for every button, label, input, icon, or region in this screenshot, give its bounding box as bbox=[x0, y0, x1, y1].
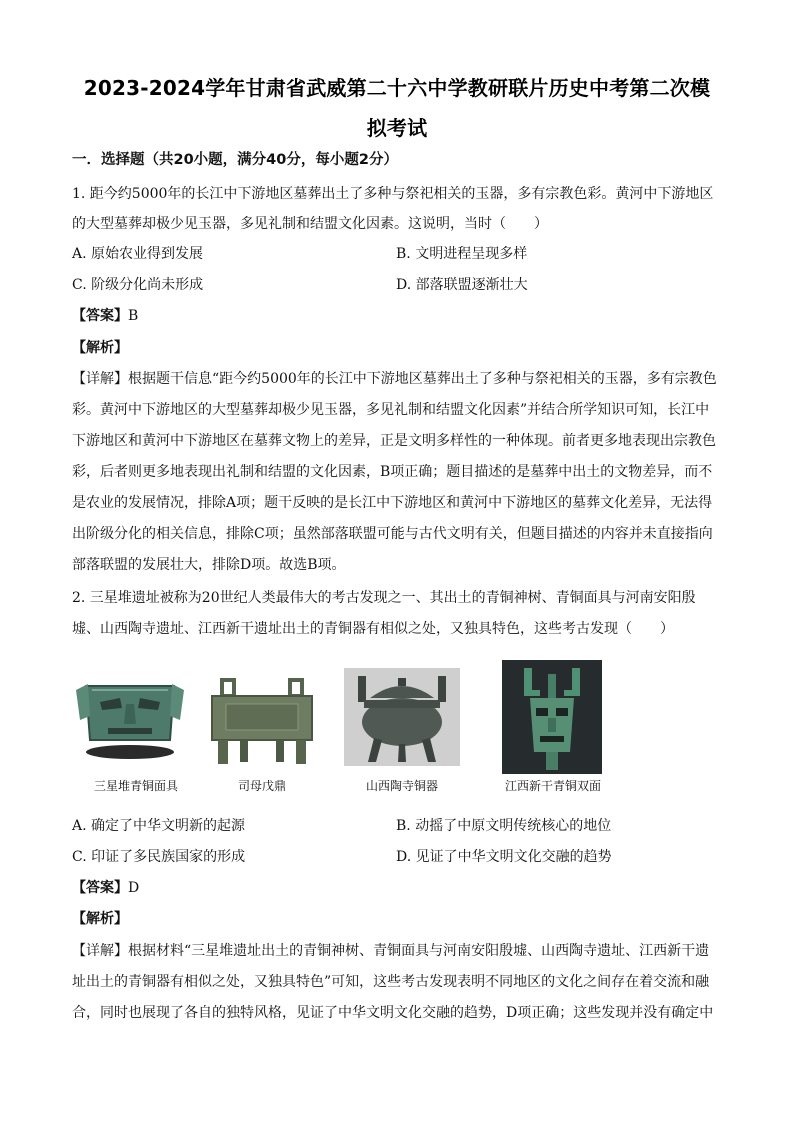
q1-detail-line-1: 【详解】根据题干信息“距今约5000年的长江中下游地区墓葬出土了多种与祭祀相关的玉器，多有宗教色 bbox=[72, 371, 717, 387]
q2-option-c: C. 印证了多民族国家的形成 bbox=[72, 849, 246, 865]
q2-stem-line-2: 墟、山西陶寺遗址、江西新干遗址出土的青铜器有相似之处，又独具特色，这些考古发现（ ） bbox=[72, 621, 674, 637]
q1-answer-tag: 【答案】 bbox=[72, 308, 128, 324]
q2-answer-value: D bbox=[128, 880, 140, 896]
q1-option-a: A. 原始农业得到发展 bbox=[72, 246, 204, 262]
document-title-line-2: 拟考试 bbox=[366, 116, 428, 140]
taosi-bronze-vessel-image bbox=[344, 668, 460, 766]
simuwu-ding-image bbox=[202, 676, 322, 766]
q1-detail-line-6: 出阶级分化的相关信息，排除C项；虽然部落联盟可能与古代文明有关，但题目描述的内容并未直接指向 bbox=[72, 526, 713, 542]
q2-analysis-tag: 【解析】 bbox=[72, 911, 128, 927]
section-heading: 一．选择题（共20小题，满分40分，每小题2分） bbox=[72, 152, 398, 168]
document-title-line-1: 2023-2024学年甘肃省武威第二十六中学教研联片历史中考第二次模 bbox=[83, 76, 711, 100]
q1-option-d: D. 部落联盟逐渐壮大 bbox=[396, 277, 528, 293]
q2-detail-line-2: 址出土的青铜器有相似之处，又独具特色”可知，这些考古发现表明不同地区的文化之间存在着交流和融 bbox=[72, 974, 710, 990]
caption-sanxingdui-mask: 三星堆青铜面具 bbox=[93, 779, 178, 793]
q2-option-d: D. 见证了中华文明文化交融的趋势 bbox=[396, 849, 612, 865]
q1-detail-line-7: 部落联盟的发展壮大，排除D项。故选B项。 bbox=[72, 557, 346, 573]
caption-taosi-vessel: 山西陶寺铜器 bbox=[365, 779, 438, 793]
q1-option-b: B. 文明进程呈现多样 bbox=[396, 246, 528, 262]
q1-detail-line-5: 是农业的发展情况，排除A项；题干反映的是长江中下游地区和黄河中下游地区的墓葬文化差异，无法得 bbox=[72, 495, 713, 511]
q1-stem-line-2: 的大型墓葬却极少见玉器，多见礼制和结盟文化因素。这说明，当时（ ） bbox=[72, 216, 548, 232]
q1-stem-line-1: 1. 距今约5000年的长江中下游地区墓葬出土了多种与祭祀相关的玉器，多有宗教色彩。黄河中下游地区 bbox=[72, 186, 714, 202]
q1-answer bbox=[72, 306, 138, 326]
q2-detail-line-3: 合，同时也展现了各自的独特风格，见证了中华文明文化交融的趋势，D项正确；这些发现并没有确定中 bbox=[72, 1005, 714, 1021]
q1-option-c: C. 阶级分化尚未形成 bbox=[72, 277, 204, 293]
q2-option-b: B. 动摇了中原文明传统核心的地位 bbox=[396, 818, 612, 834]
xingan-double-face-bronze-image bbox=[502, 660, 602, 774]
q2-detail-line-1: 【详解】根据材料“三星堆遗址出土的青铜神树、青铜面具与河南安阳殷墟、山西陶寺遗址、江西新干遗 bbox=[72, 943, 710, 959]
caption-xingan-bronze: 江西新干青铜双面 bbox=[504, 779, 601, 793]
caption-simuwu-ding: 司母戊鼎 bbox=[237, 779, 286, 793]
q1-detail-line-4: 彩，后者则更多地表现出礼制和结盟的文化因素，B项正确；题目描述的是墓葬中出土的文物差异，而不 bbox=[72, 464, 713, 480]
q1-analysis-tag: 【解析】 bbox=[72, 340, 128, 356]
q1-detail-line-2: 彩。黄河中下游地区的大型墓葬却极少见玉器，多见礼制和结盟文化因素”并结合所学知识可知，长江中 bbox=[72, 402, 710, 418]
q1-answer-value: B bbox=[128, 308, 139, 324]
q2-option-a: A. 确定了中华文明新的起源 bbox=[72, 818, 246, 834]
q1-detail-line-3: 下游地区和黄河中下游地区在墓葬文物上的差异，正是文明多样性的一种体现。前者更多地表现出宗教色 bbox=[72, 433, 716, 449]
q2-answer-tag: 【答案】 bbox=[72, 880, 128, 896]
q2-answer bbox=[72, 878, 139, 898]
sanxingdui-bronze-mask-image bbox=[72, 668, 188, 764]
q2-stem-line-1: 2. 三星堆遗址被称为20世纪人类最伟大的考古发现之一、其出土的青铜神树、青铜面具与河南安阳殷 bbox=[72, 590, 696, 606]
